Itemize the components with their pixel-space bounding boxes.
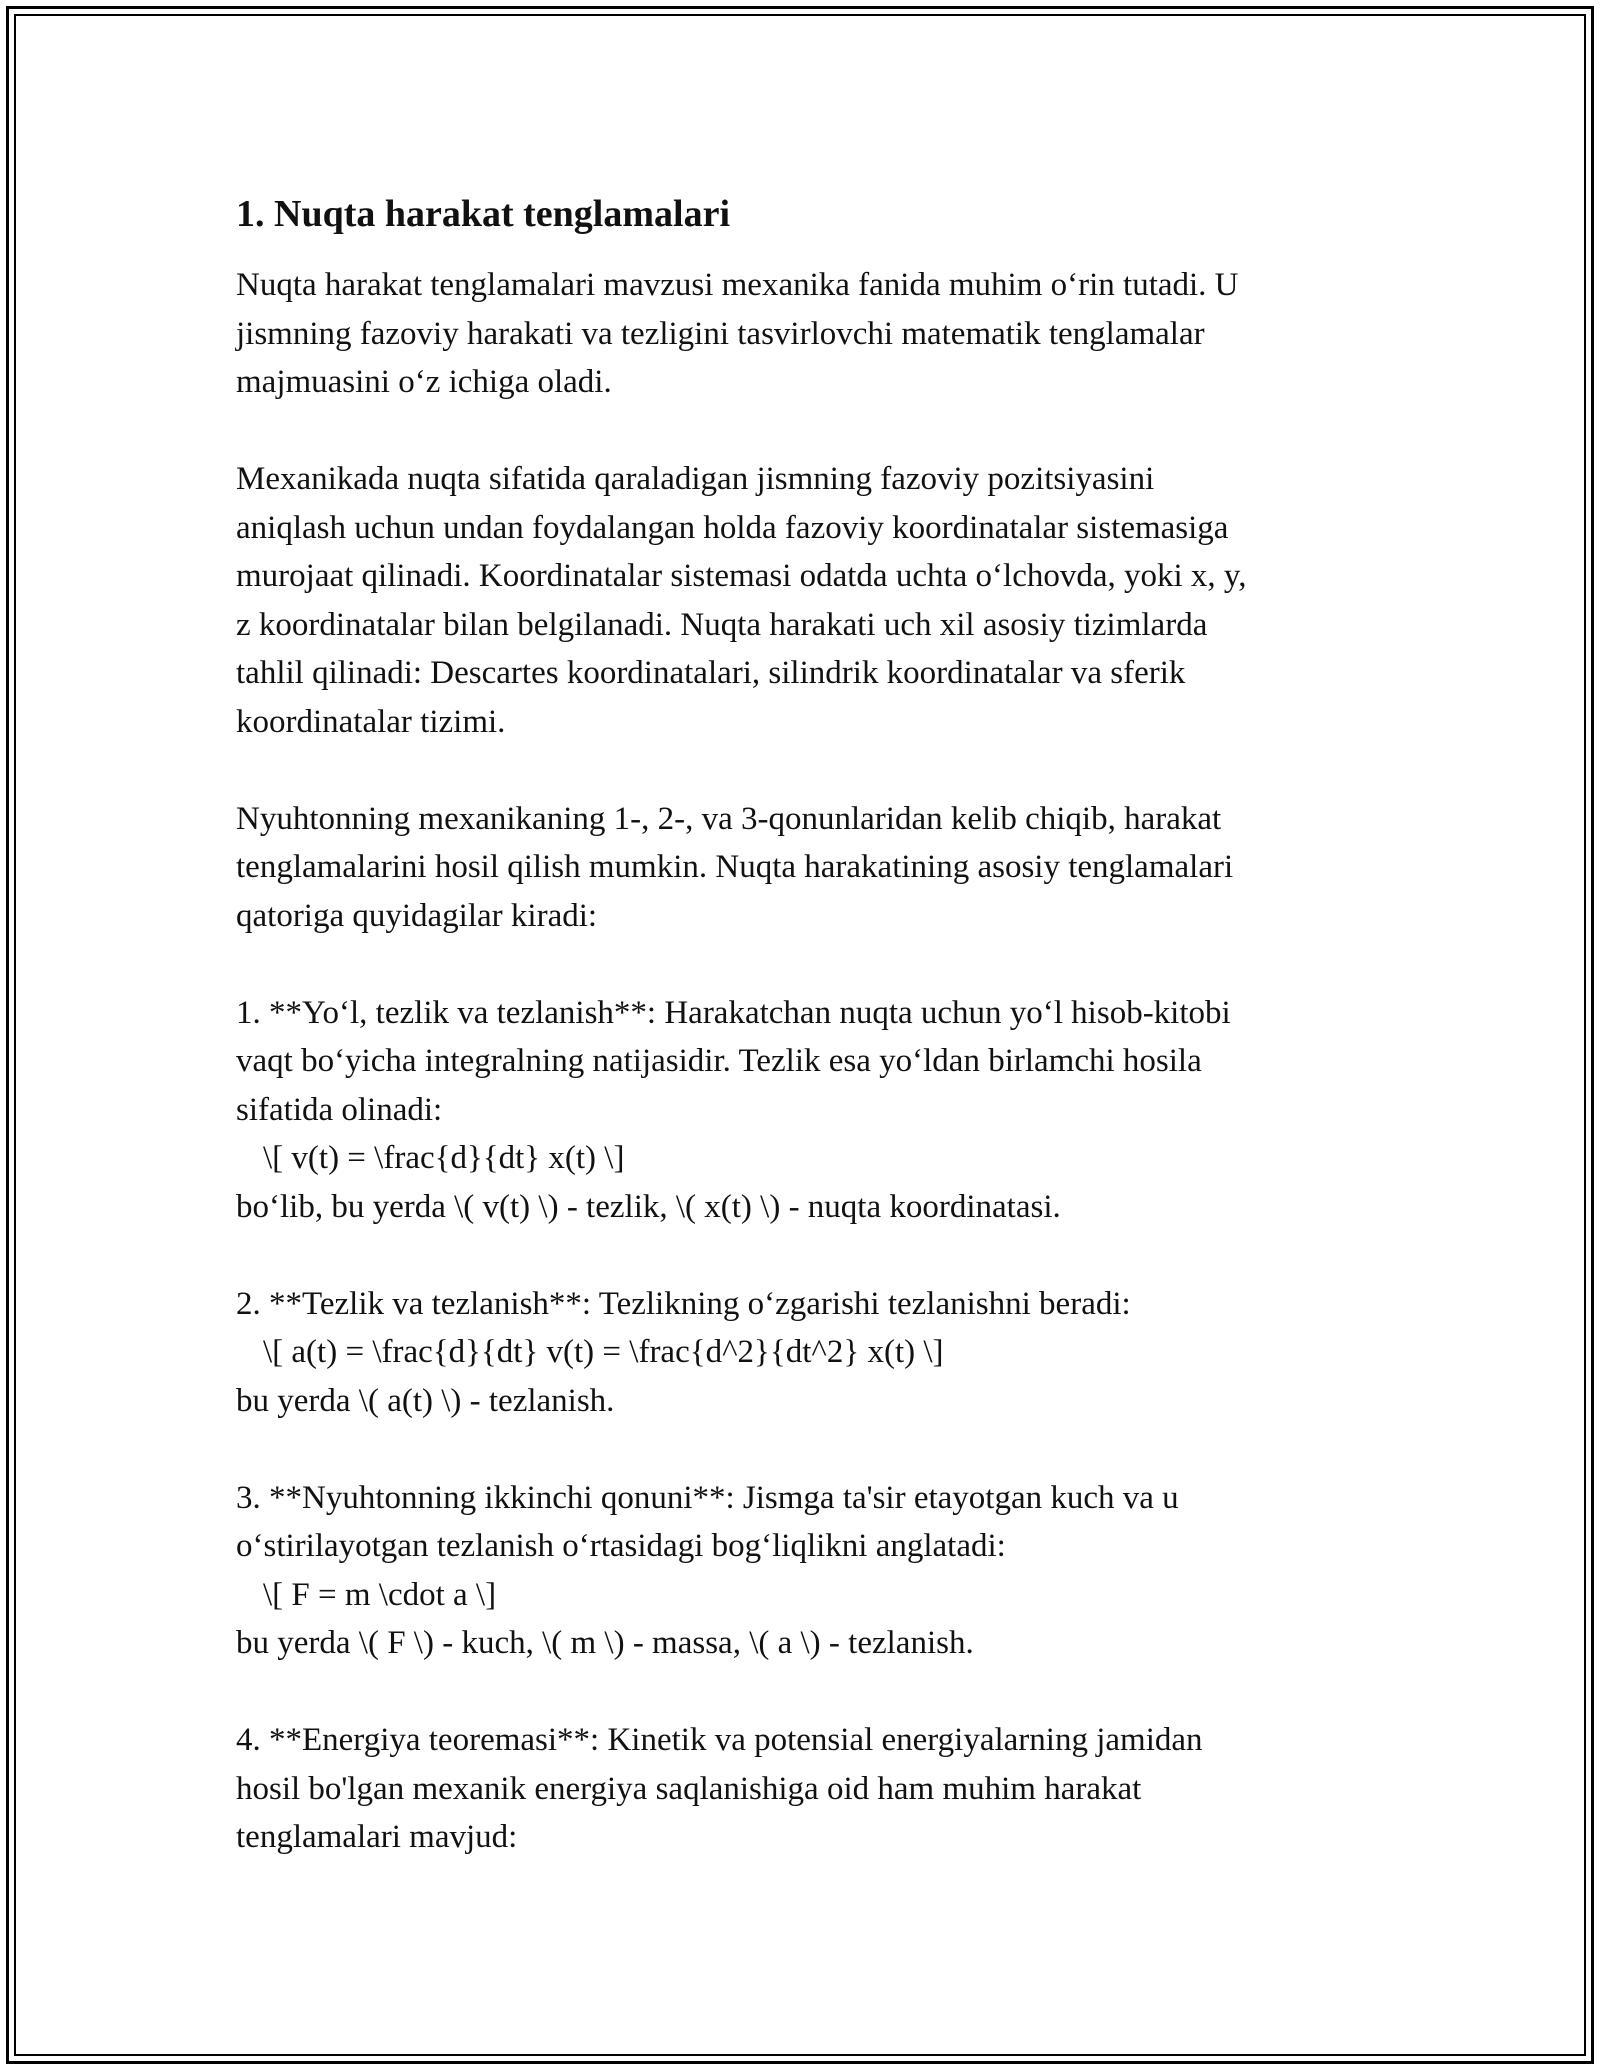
text-line: Nyuhtonning mexanikaning 1-, 2-, va 3-qonunlaridan kelib chiqib, harakat [236, 800, 1222, 837]
text-line: o‘stirilayotgan tezlanish o‘rtasidagi bog‘liqlikni anglatadi: [236, 1528, 1006, 1564]
text-line: tenglamalari mavjud: [236, 1819, 518, 1855]
text-line: bu yerda \( a(t) \) - tezlanish. [236, 1382, 615, 1419]
text-line: aniqlash uchun undan foydalangan holda fazoviy koordinatalar sistemasiga [236, 509, 1229, 546]
text-line: tahlil qilinadi: Descartes koordinatalari, silindrik koordinatalar va sferik [236, 655, 1186, 691]
text-line: hosil bo'lgan mexanik energiya saqlanishiga oid ham muhim harakat [236, 1770, 1142, 1807]
paragraph-coordinates [236, 455, 1376, 746]
text-line: 3. **Nyuhtonning ikkinchi qonuni**: Jismga ta'sir etayotgan kuch va u [236, 1479, 1179, 1516]
list-item-acceleration [236, 1280, 1376, 1426]
list-item-newton-second-law [236, 1474, 1376, 1668]
text-line: jismning fazoviy harakati va tezligini tasvirlovchi matematik tenglamalar [236, 315, 1205, 352]
text-line: majmuasini o‘z ichiga oladi. [236, 364, 612, 400]
list-item-energy-theorem [236, 1716, 1376, 1862]
paragraph-newton-laws [236, 795, 1376, 941]
paragraph-intro [236, 261, 1376, 407]
text-line: sifatida olinadi: [236, 1091, 443, 1128]
text-line: z koordinatalar bilan belgilanadi. Nuqta harakati uch xil asosiy tizimlarda [236, 606, 1208, 643]
document-body [236, 186, 1376, 1910]
formula-velocity: \[ v(t) = \frac{d}{dt} x(t) \] [263, 1140, 625, 1176]
text-line: bo‘lib, bu yerda \( v(t) \) - tezlik, \( x(t) \) - nuqta koordinatasi. [236, 1188, 1061, 1225]
text-line: Nuqta harakat tenglamalari mavzusi mexanika fanida muhim o‘rin tutadi. U [236, 267, 1239, 303]
text-line: 4. **Energiya teoremasi**: Kinetik va potensial energiyalarning jamidan [236, 1722, 1203, 1758]
document-title: 1. Nuqta harakat tenglamalari [236, 193, 730, 235]
text-line: 2. **Tezlik va tezlanish**: Tezlikning o‘zgarishi tezlanishni beradi: [236, 1285, 1131, 1322]
text-line: bu yerda \( F \) - kuch, \( m \) - massa, \( a \) - tezlanish. [236, 1625, 974, 1661]
text-line: qatoriga quyidagilar kiradi: [236, 897, 598, 934]
text-line: koordinatalar tizimi. [236, 703, 506, 740]
formula-acceleration: \[ a(t) = \frac{d}{dt} v(t) = \frac{d^2}{dt^2} x(t) \] [263, 1334, 944, 1370]
text-line: 1. **Yo‘l, tezlik va tezlanish**: Harakatchan nuqta uchun yo‘l hisob-kitobi [236, 994, 1231, 1031]
text-line: vaqt bo‘yicha integralning natijasidir. Tezlik esa yo‘ldan birlamchi hosila [236, 1043, 1202, 1079]
text-line: tenglamalarini hosil qilish mumkin. Nuqta harakatining asosiy tenglamalari [236, 849, 1234, 885]
text-line: murojaat qilinadi. Koordinatalar sistemasi odatda uchta o‘lchovda, yoki x, y, [236, 558, 1247, 594]
list-item-path-velocity [236, 989, 1376, 1232]
formula-force: \[ F = m \cdot a \] [263, 1576, 497, 1613]
text-line: Mexanikada nuqta sifatida qaraladigan jismning fazoviy pozitsiyasini [236, 461, 1155, 497]
